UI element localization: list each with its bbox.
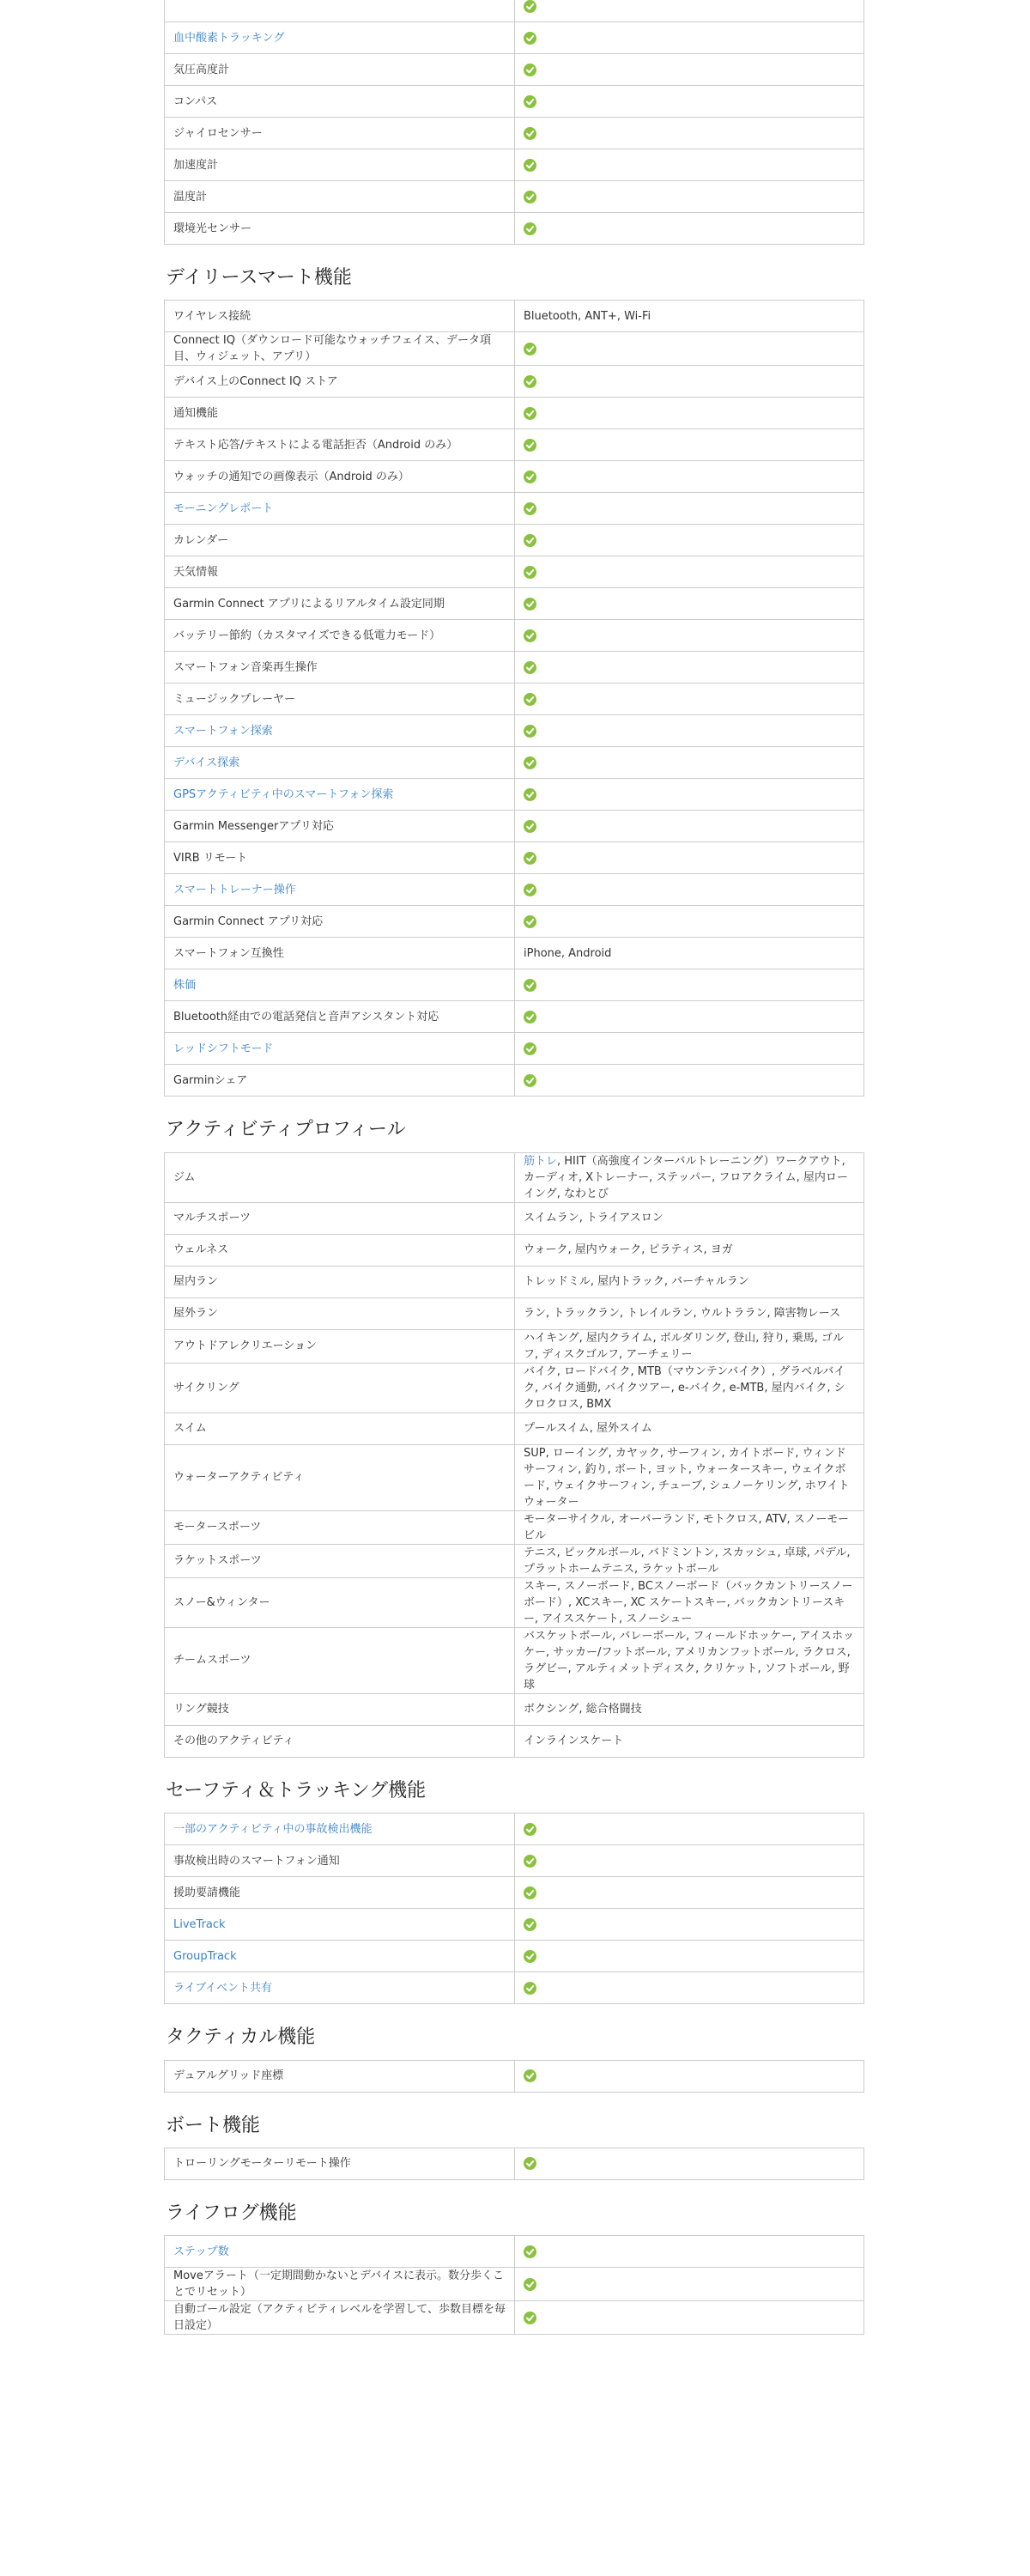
feature-value — [515, 1877, 864, 1909]
feature-label: Garmin Connect アプリによるリアルタイム設定同期 — [165, 588, 515, 620]
check-circle-icon — [524, 820, 536, 833]
spec-row — [165, 461, 864, 493]
check-circle-icon — [524, 375, 536, 388]
feature-value — [515, 1065, 864, 1097]
feature-value — [515, 1297, 864, 1329]
spec-row — [165, 906, 864, 938]
feature-link[interactable]: ステップ数 — [173, 2245, 229, 2258]
spec-row — [165, 22, 864, 54]
value-text: スイムラン, トライアスロン — [524, 1212, 663, 1225]
feature-value — [515, 1001, 864, 1033]
feature-label: 自動ゴール設定（アクティビティレベルを学習して、歩数目標を毎日設定） — [165, 2301, 515, 2335]
feature-value — [515, 1033, 864, 1065]
check-circle-icon — [524, 2157, 536, 2170]
feature-label: Garmin Messengerアプリ対応 — [165, 811, 515, 842]
feature-value — [515, 461, 864, 493]
check-circle-icon — [524, 852, 536, 865]
check-circle-icon — [524, 343, 536, 355]
spec-row — [165, 683, 864, 715]
check-circle-icon — [524, 407, 536, 420]
feature-value — [515, 779, 864, 811]
check-circle-icon — [524, 159, 536, 172]
feature-label — [165, 493, 515, 525]
feature-label: ワイヤレス接続 — [165, 301, 515, 332]
value-link[interactable]: 筋トレ — [524, 1154, 558, 1168]
section-title: セーフティ＆トラッキング機能 — [166, 1779, 427, 1801]
feature-value — [515, 1941, 864, 1972]
spec-row — [165, 181, 864, 213]
feature-label — [165, 1909, 515, 1941]
spec-table — [164, 2148, 864, 2180]
feature-value — [515, 652, 864, 683]
spec-row — [165, 332, 864, 366]
feature-value — [515, 1544, 864, 1577]
feature-label: ウェルネス — [165, 1234, 515, 1266]
feature-label — [165, 1814, 515, 1845]
value-text: プールスイム, 屋外スイム — [524, 1422, 652, 1436]
check-circle-icon — [524, 1950, 536, 1963]
spec-row — [165, 54, 864, 86]
section-title: ライフログ機能 — [166, 2202, 297, 2224]
spec-row — [165, 779, 864, 811]
spec-row — [165, 2268, 864, 2301]
feature-value — [515, 1444, 864, 1510]
spec-row — [165, 938, 864, 969]
feature-label: サイクリング — [165, 1363, 515, 1413]
check-circle-icon — [524, 629, 536, 642]
feature-value — [515, 683, 864, 715]
check-circle-icon — [524, 693, 536, 706]
check-circle-icon — [524, 788, 536, 801]
spec-row — [165, 1152, 864, 1202]
feature-label: デュアルグリッド座標 — [165, 2060, 515, 2092]
feature-value — [515, 1152, 864, 1202]
section-title: ボート機能 — [166, 2114, 261, 2136]
check-circle-icon — [524, 191, 536, 204]
feature-value — [515, 366, 864, 398]
feature-value — [515, 1725, 864, 1757]
feature-label: 気圧高度計 — [165, 54, 515, 86]
check-circle-icon — [524, 2069, 536, 2082]
spec-row — [165, 1577, 864, 1627]
spec-row — [165, 1544, 864, 1577]
value-text: ウォーク, 屋内ウォーク, ピラティス, ヨガ — [524, 1243, 733, 1257]
feature-label: Garmin Connect アプリ対応 — [165, 906, 515, 938]
feature-label: リング競技 — [165, 1693, 515, 1725]
feature-value — [515, 2236, 864, 2268]
feature-label — [165, 874, 515, 906]
feature-label: バッテリー節約（カスタマイズできる低電力モード） — [165, 620, 515, 652]
spec-row — [165, 1693, 864, 1725]
feature-label: Bluetooth経由での電話発信と音声アシスタント対応 — [165, 1001, 515, 1033]
feature-value — [515, 747, 864, 779]
feature-link[interactable]: レッドシフトモード — [173, 1042, 274, 1055]
feature-value — [515, 2268, 864, 2301]
feature-value — [515, 86, 864, 118]
feature-label: デバイス上のConnect IQ ストア — [165, 366, 515, 398]
check-circle-icon — [524, 1855, 536, 1868]
spec-row — [165, 1877, 864, 1909]
spec-row — [165, 620, 864, 652]
feature-label: スノー&ウィンター — [165, 1577, 515, 1627]
spec-row — [165, 1444, 864, 1510]
feature-label: トローリングモーターリモート操作 — [165, 2148, 515, 2179]
feature-label: ラケットスポーツ — [165, 1544, 515, 1577]
check-circle-icon — [524, 884, 536, 896]
check-circle-icon — [524, 756, 536, 769]
feature-label: ジム — [165, 1152, 515, 1202]
feature-value — [515, 1577, 864, 1627]
spec-row — [165, 811, 864, 842]
feature-value — [515, 969, 864, 1001]
spec-row — [165, 1065, 864, 1097]
check-circle-icon — [524, 1918, 536, 1931]
feature-value — [515, 2301, 864, 2335]
feature-value — [515, 301, 864, 332]
check-circle-icon — [524, 2245, 536, 2258]
feature-value — [515, 22, 864, 54]
check-circle-icon — [524, 1982, 536, 1995]
check-circle-icon — [524, 979, 536, 992]
spec-row — [165, 398, 864, 429]
feature-label: スマートフォン音楽再生操作 — [165, 652, 515, 683]
check-circle-icon — [524, 127, 536, 140]
feature-value — [515, 1909, 864, 1941]
feature-label: ウォーターアクティビティ — [165, 1444, 515, 1510]
feature-label — [165, 715, 515, 747]
spec-row — [165, 149, 864, 181]
feature-label: モータースポーツ — [165, 1510, 515, 1544]
feature-value — [515, 1266, 864, 1297]
feature-value — [515, 588, 864, 620]
feature-link[interactable]: スマートフォン探索 — [173, 724, 273, 738]
feature-label — [165, 1972, 515, 2004]
check-circle-icon — [524, 661, 536, 674]
feature-label: スマートフォン互換性 — [165, 938, 515, 969]
value-text: インラインスケート — [524, 1735, 624, 1748]
spec-row — [165, 1033, 864, 1065]
spec-row — [165, 1972, 864, 2004]
feature-label: ジャイロセンサー — [165, 118, 515, 149]
spec-row — [165, 1234, 864, 1266]
check-circle-icon — [524, 222, 536, 235]
check-circle-icon — [524, 725, 536, 738]
spec-row — [165, 1941, 864, 1972]
spec-table — [164, 300, 864, 1097]
feature-label: アウトドアレクリエーション — [165, 1329, 515, 1363]
feature-label: 援助要請機能 — [165, 1877, 515, 1909]
check-circle-icon — [524, 64, 536, 76]
value-text: トレッドミル, 屋内トラック, バーチャルラン — [524, 1275, 749, 1289]
section-title: アクティビティプロフィール — [166, 1119, 406, 1141]
spec-row — [165, 652, 864, 683]
value-text: ラン, トラックラン, トレイルラン, ウルトララン, 障害物レース — [524, 1307, 841, 1321]
feature-label: 屋外ラン — [165, 1297, 515, 1329]
feature-value — [515, 842, 864, 874]
feature-value — [515, 1845, 864, 1877]
feature-value — [515, 2060, 864, 2092]
spec-row — [165, 213, 864, 245]
feature-label: 事故検出時のスマートフォン通知 — [165, 1845, 515, 1877]
spec-row — [165, 1845, 864, 1877]
feature-value — [515, 213, 864, 245]
feature-label: スイム — [165, 1413, 515, 1444]
spec-table — [164, 1813, 864, 2004]
feature-value — [515, 2148, 864, 2179]
feature-label: 通知機能 — [165, 398, 515, 429]
feature-link[interactable]: 株価 — [173, 978, 197, 992]
feature-value — [515, 118, 864, 149]
feature-label: Connect IQ（ダウンロード可能なウォッチフェイス、データ項目、ウィジェット、アプリ） — [165, 332, 515, 366]
feature-value — [515, 556, 864, 588]
feature-label: 屋内ラン — [165, 1266, 515, 1297]
spec-row — [165, 1001, 864, 1033]
feature-value — [515, 181, 864, 213]
feature-value — [515, 938, 864, 969]
feature-label: Moveアラート（一定期間動かないとデバイスに表示。数分歩くことでリセット） — [165, 2268, 515, 2301]
value-text: バイク, ロードバイク, MTB（マウンテンバイク）, グラベルバイク, バイク通勤, バイクツアー, e-バイク, e-MTB, 屋内バイク, シクロクロス, BMX — [524, 1364, 845, 1411]
check-circle-icon — [524, 0, 536, 13]
check-circle-icon — [524, 1823, 536, 1836]
value-text: , HIIT（高強度インターバルトレーニング）ワークアウト, カーディオ, Xトレーナー, ステッパー, フロアクライム, 屋内ローイング, なわとび — [524, 1154, 848, 1200]
check-circle-icon — [524, 95, 536, 108]
feature-link[interactable]: スマートトレーナー操作 — [173, 883, 296, 896]
spec-row — [165, 2060, 864, 2092]
feature-value — [515, 149, 864, 181]
feature-label: チームスポーツ — [165, 1627, 515, 1693]
feature-label: VIRB リモート — [165, 842, 515, 874]
feature-value — [515, 715, 864, 747]
feature-value — [515, 0, 864, 22]
spec-table — [164, 1152, 864, 1758]
feature-value — [515, 1329, 864, 1363]
spec-row — [165, 747, 864, 779]
check-circle-icon — [524, 471, 536, 483]
spec-row — [165, 2236, 864, 2268]
check-circle-icon — [524, 534, 536, 547]
value-text: スキー, スノーボード, BCスノーボード（バックカントリースノーボード）, XCスキー, XC スケートスキー, バックカントリースキー, アイススケート, スノーシュー — [524, 1579, 853, 1625]
check-circle-icon — [524, 439, 536, 452]
spec-row — [165, 1627, 864, 1693]
check-circle-icon — [524, 2312, 536, 2324]
spec-row — [165, 1266, 864, 1297]
feature-label: 天気情報 — [165, 556, 515, 588]
feature-label — [165, 1941, 515, 1972]
spec-table — [164, 2060, 864, 2093]
feature-label: 加速度計 — [165, 149, 515, 181]
spec-table — [164, 2235, 864, 2335]
spec-row — [165, 1297, 864, 1329]
feature-link[interactable]: 血中酸素トラッキング — [173, 31, 285, 45]
feature-link[interactable]: デバイス探索 — [173, 756, 240, 769]
feature-value — [515, 1693, 864, 1725]
spec-row — [165, 118, 864, 149]
feature-value — [515, 1814, 864, 1845]
feature-label: 環境光センサー — [165, 213, 515, 245]
feature-link[interactable]: GPSアクティビティ中のスマートフォン探索 — [173, 787, 394, 801]
feature-link[interactable]: 一部のアクティビティ中の事故検出機能 — [173, 1822, 373, 1836]
feature-label: テキスト応答/テキストによる電話拒否（Android のみ） — [165, 429, 515, 461]
spec-row — [165, 429, 864, 461]
feature-value — [515, 874, 864, 906]
spec-row — [165, 2148, 864, 2179]
spec-row — [165, 1329, 864, 1363]
feature-value — [515, 332, 864, 366]
check-circle-icon — [524, 598, 536, 611]
feature-label: ミュージックプレーヤー — [165, 683, 515, 715]
spec-row — [165, 556, 864, 588]
section-title: タクティカル機能 — [166, 2026, 316, 2049]
spec-table — [164, 0, 864, 245]
feature-label — [165, 1033, 515, 1065]
spec-row — [165, 1202, 864, 1234]
spec-row — [165, 525, 864, 556]
spec-row — [165, 715, 864, 747]
feature-label — [165, 0, 515, 22]
feature-value — [515, 1972, 864, 2004]
value-text: テニス, ピックルボール, バドミントン, スカッシュ, 卓球, パデル, プラットホームテニス, ラケットボール — [524, 1546, 851, 1576]
feature-link[interactable]: LiveTrack — [173, 1917, 226, 1931]
feature-value — [515, 54, 864, 86]
feature-label — [165, 747, 515, 779]
feature-value — [515, 620, 864, 652]
feature-value — [515, 1510, 864, 1544]
feature-link[interactable]: ライブイベント共有 — [173, 1981, 273, 1995]
check-circle-icon — [524, 502, 536, 515]
feature-value — [515, 1627, 864, 1693]
value-text: iPhone, Android — [524, 946, 612, 960]
check-circle-icon — [524, 915, 536, 928]
spec-row — [165, 1510, 864, 1544]
value-text: Bluetooth, ANT+, Wi-Fi — [524, 309, 651, 323]
spec-row — [165, 0, 864, 22]
check-circle-icon — [524, 2278, 536, 2291]
feature-value — [515, 906, 864, 938]
feature-label: カレンダー — [165, 525, 515, 556]
check-circle-icon — [524, 1042, 536, 1055]
feature-value — [515, 525, 864, 556]
spec-row — [165, 2301, 864, 2335]
value-text: ハイキング, 屋内クライム, ボルダリング, 登山, 狩り, 乗馬, ゴルフ, ディスクゴルフ, アーチェリー — [524, 1331, 845, 1361]
feature-value — [515, 1413, 864, 1444]
feature-value — [515, 1202, 864, 1234]
spec-row — [165, 588, 864, 620]
feature-link[interactable]: モーニングレポート — [173, 501, 274, 515]
value-text: SUP, ローイング, カヤック, サーフィン, カイトボード, ウィンドサーフィン, 釣り, ボート, ヨット, ウォータースキー, ウェイクボード, ウェイクサーフィン, チューブ, シュノーケリング, ホワイトウォーター — [524, 1446, 850, 1509]
feature-value — [515, 1363, 864, 1413]
spec-row — [165, 301, 864, 332]
spec-row — [165, 1725, 864, 1757]
check-circle-icon — [524, 32, 536, 45]
feature-label: ウォッチの通知での画像表示（Android のみ） — [165, 461, 515, 493]
check-circle-icon — [524, 1011, 536, 1024]
feature-label: コンパス — [165, 86, 515, 118]
spec-row — [165, 1814, 864, 1845]
spec-row — [165, 874, 864, 906]
spec-row — [165, 1363, 864, 1413]
spec-content — [164, 0, 864, 2335]
feature-value — [515, 811, 864, 842]
check-circle-icon — [524, 1886, 536, 1899]
feature-value — [515, 429, 864, 461]
feature-label: Garminシェア — [165, 1065, 515, 1097]
section-title: デイリースマート機能 — [166, 267, 352, 289]
feature-value — [515, 398, 864, 429]
value-text: バスケットボール, バレーボール, フィールドホッケー, アイスホッケー, サッカー/フットボール, アメリカンフットボール, ラクロス, ラグビー, アルティメットディスク, クリケット, ソフトボール, 野球 — [524, 1629, 855, 1692]
feature-label — [165, 22, 515, 54]
feature-label: マルチスポーツ — [165, 1202, 515, 1234]
spec-row — [165, 366, 864, 398]
spec-row — [165, 969, 864, 1001]
spec-row — [165, 1413, 864, 1444]
feature-link[interactable]: GroupTrack — [173, 1949, 237, 1963]
value-text: ボクシング, 総合格闘技 — [524, 1703, 642, 1716]
feature-label — [165, 2236, 515, 2268]
check-circle-icon — [524, 566, 536, 579]
feature-label: その他のアクティビティ — [165, 1725, 515, 1757]
spec-row — [165, 1909, 864, 1941]
feature-value — [515, 493, 864, 525]
spec-row — [165, 86, 864, 118]
spec-row — [165, 842, 864, 874]
feature-label — [165, 969, 515, 1001]
check-circle-icon — [524, 1074, 536, 1087]
feature-label: 温度計 — [165, 181, 515, 213]
value-text: モーターサイクル, オーバーランド, モトクロス, ATV, スノーモービル — [524, 1512, 849, 1542]
spec-row — [165, 493, 864, 525]
feature-value — [515, 1234, 864, 1266]
feature-label — [165, 779, 515, 811]
